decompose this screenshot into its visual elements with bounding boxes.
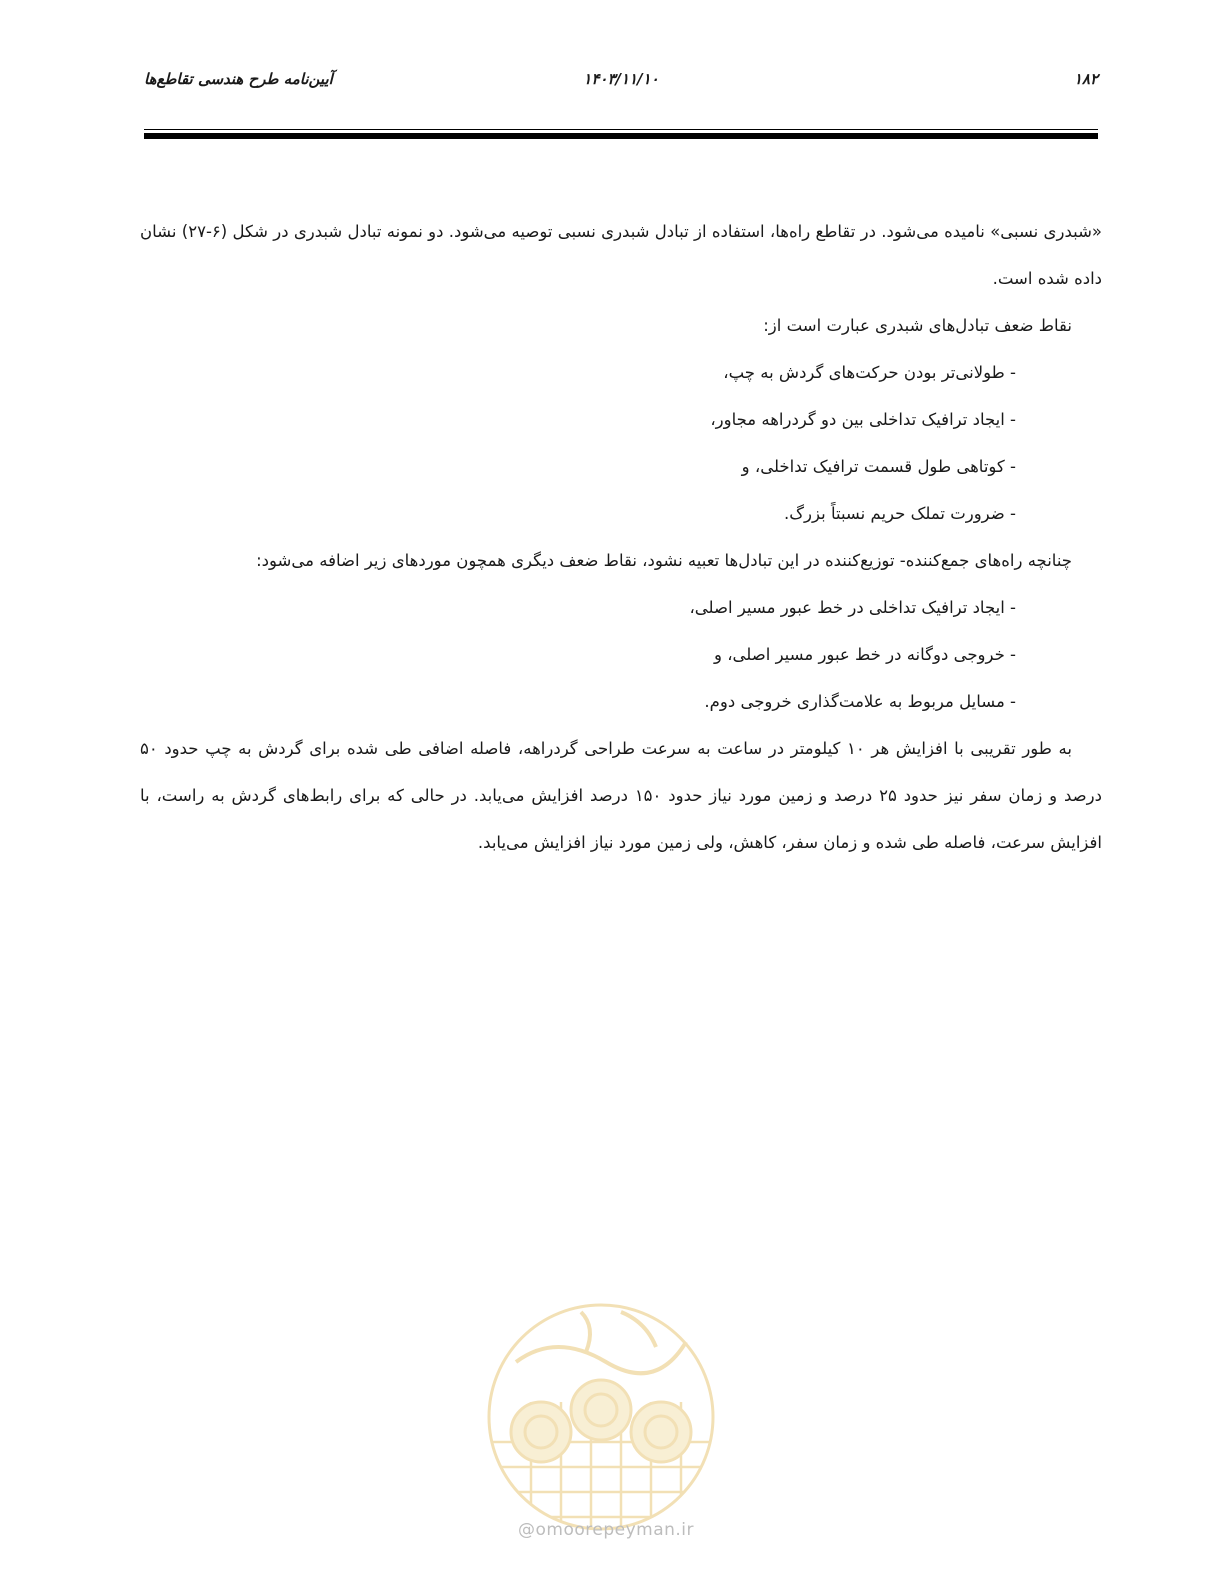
list-item: - کوتاهی طول قسمت ترافیک تداخلی، و <box>741 457 1016 476</box>
watermark-url: @omoorepeyman.ir <box>517 1520 695 1540</box>
list-item: - ایجاد ترافیک تداخلی بین دو گردراهه مجاور، <box>710 410 1016 429</box>
paragraph: نقاط ضعف تبادل‌های شبدری عبارت است از: <box>763 316 1072 335</box>
page-header <box>144 70 1098 100</box>
list-item: - مسایل مربوط به علامت‌گذاری خروجی دوم. <box>704 692 1016 711</box>
page-number: ۱۸۲ <box>1073 70 1098 88</box>
additional-weakness-list <box>140 584 1102 725</box>
list-item: - خروجی دوگانه در خط عبور مسیر اصلی، و <box>713 645 1016 664</box>
list-item: - ایجاد ترافیک تداخلی در خط عبور مسیر اصلی، <box>689 598 1016 617</box>
body-text <box>140 208 1102 866</box>
paragraph: «شبدری نسبی» نامیده می‌شود. در تقاطع راه‌ها، استفاده از تبادل شبدری نسبی توصیه می‌شود. دو نمونه تبادل شبدری در شکل (۶-۲۷) نشان داده شده است. <box>140 222 1103 288</box>
document-title: آیین‌نامه طرح هندسی تقاطع‌ها <box>144 70 333 88</box>
paragraph: به طور تقریبی با افزایش هر ۱۰ کیلومتر در ساعت به سرعت طراحی گردراهه، فاصله اضافی طی شده برای گردش به چپ حدود ۵۰ درصد و زمان سفر نیز حدود ۲۵ درصد و زمین مورد نیاز حدود ۱۵۰ درصد افزایش می‌یابد. در حالی که برای رابط‌های گردش به راست، با افزایش سرعت، فاصله طی شده و زمان سفر، کاهش، ولی زمین مورد نیاز افزایش می‌یابد. <box>140 739 1102 852</box>
list-item: - طولانی‌تر بودن حرکت‌های گردش به چپ، <box>723 363 1016 382</box>
header-rule-thin <box>144 129 1098 130</box>
header-date: ۱۴۰۳/۱۱/۱۰ <box>583 70 659 88</box>
paragraph: چنانچه راه‌های جمع‌کننده- توزیع‌کننده در این تبادل‌ها تعبیه نشود، نقاط ضعف دیگری همچون موردهای زیر اضافه می‌شود: <box>256 551 1072 570</box>
header-rule-thick <box>144 133 1098 139</box>
weakness-list <box>140 349 1102 537</box>
list-item: - ضرورت تملک حریم نسبتاً بزرگ. <box>784 504 1016 523</box>
